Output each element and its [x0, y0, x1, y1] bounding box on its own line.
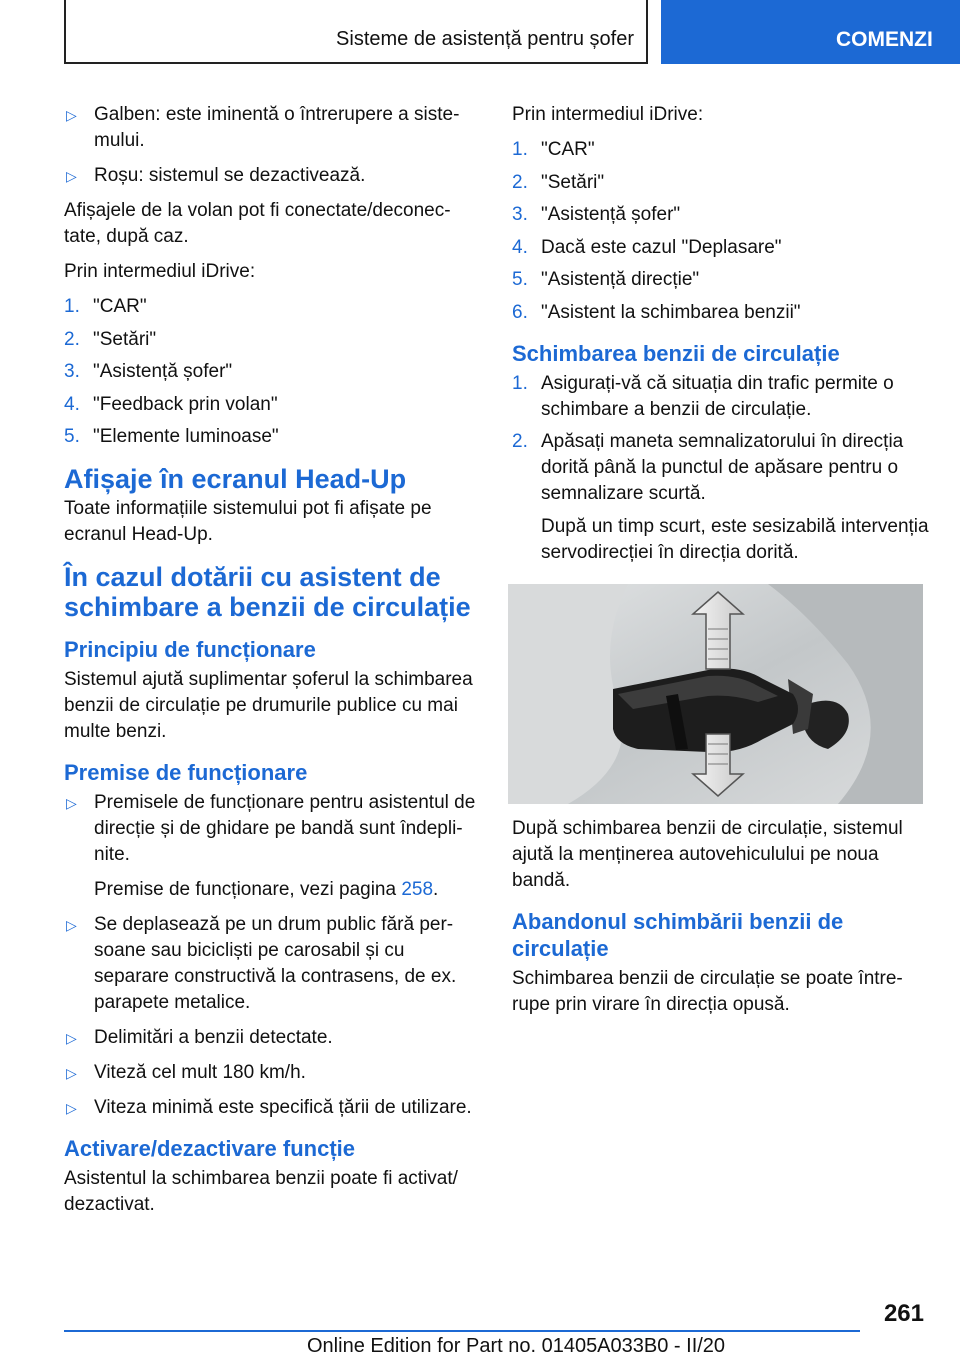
triangle-right-icon: ▷	[66, 917, 77, 933]
step-text: "Setări"	[541, 171, 605, 193]
bullet-text: Premisele de funcționare pentru asistentul de direcție și de ghidare pe bandă sunt îndepli‐nite.	[94, 792, 476, 865]
footer-edition: Online Edition for Part no. 01405A033B0 - II/20	[307, 1335, 726, 1357]
paragraph-idrive: Prin intermediul iDrive:	[64, 261, 256, 282]
step-item	[64, 294, 484, 320]
step-text: "Asistență șofer"	[541, 204, 681, 225]
heading-lane-change: Schimbarea benzii de circulație	[512, 340, 840, 366]
paragraph-after-press: După un timp scurt, este sesizabilă intervenția servodirecției în direcția dorită.	[541, 515, 929, 563]
section-title: Sisteme de asistență pentru șofer	[336, 28, 634, 50]
heading-principle: Principiu de funcționare	[64, 637, 316, 662]
step-text: "CAR"	[541, 139, 595, 160]
step-item	[64, 359, 484, 385]
step-item	[512, 235, 932, 261]
list-item	[64, 1095, 484, 1121]
list-item	[64, 102, 484, 154]
paragraph-after-change: După schimbarea benzii de circulație, sistemul ajută la menținerea autovehiculului pe noua bandă.	[512, 817, 903, 891]
step-number: 1.	[512, 372, 528, 394]
paragraph-idrive: Prin intermediul iDrive:	[512, 104, 704, 125]
step-text: Dacă este cazul "Deplasare"	[541, 236, 782, 258]
triangle-right-icon: ▷	[66, 1100, 77, 1116]
step-number: 5.	[512, 269, 528, 290]
list-item	[64, 790, 484, 903]
paragraph-abandon: Schimbarea benzii de circulație se poate între‐rupe prin virare în direcția opusă.	[512, 967, 903, 1015]
turn-signal-stalk-illustration	[508, 584, 923, 804]
bullet-text: Delimitări a benzii detectate.	[94, 1027, 333, 1048]
step-text: "Asistență șofer"	[93, 361, 233, 382]
header-frame	[64, 0, 648, 64]
footer-divider	[64, 1330, 860, 1332]
triangle-right-icon: ▷	[66, 1030, 77, 1046]
step-number: 5.	[64, 426, 80, 447]
page-link[interactable]: 258	[401, 879, 434, 900]
heading-headup: Afișaje în ecranul Head-Up	[64, 464, 407, 494]
triangle-right-icon: ▷	[66, 168, 77, 184]
paragraph-principle: Sistemul ajută suplimentar șoferul la schimbarea benzii de circulație pe drumurile publice cu mai multe benzi.	[64, 669, 473, 742]
bullet-text: Viteză cel mult 180 km/h.	[94, 1062, 306, 1083]
step-text: "Asistență direcție"	[541, 269, 700, 290]
step-text: Apăsați maneta semnalizatorului în direcția dorită până la punctul de apăsare pentru o semnalizare scurtă.	[541, 431, 904, 504]
step-text: "Feedback prin volan"	[93, 393, 278, 415]
step-number: 6.	[512, 301, 528, 323]
step-text: Asigurați-vă că situația din trafic permite o schimbare a benzii de circulație.	[541, 372, 894, 420]
step-item	[64, 424, 484, 450]
paragraph-displays: Afișajele de la volan pot fi conectate/deconec‐tate, după caz.	[64, 200, 451, 247]
triangle-right-icon: ▷	[66, 795, 77, 811]
list-item	[64, 1025, 484, 1051]
step-text: "Asistent la schimbarea benzii"	[541, 301, 801, 323]
heading-activation: Activare/dezactivare funcție	[64, 1136, 356, 1161]
step-number: 2.	[64, 328, 80, 350]
heading-lane-assist: În cazul dotării cu asistent de schimbare a benzii de circulație	[64, 562, 471, 622]
step-number: 2.	[512, 431, 528, 452]
section-tab[interactable]: COMENZI	[661, 0, 960, 64]
bullet-text: Viteza minimă este specifică țării de utilizare.	[94, 1097, 472, 1118]
cross-reference: Premise de funcționare, vezi pagina 258.	[94, 879, 439, 900]
step-item	[512, 267, 932, 293]
step-item	[512, 202, 932, 228]
list-item	[64, 912, 484, 1016]
heading-premises: Premise de funcționare	[64, 760, 308, 785]
step-number: 1.	[512, 139, 528, 160]
step-text: "CAR"	[93, 296, 147, 317]
right-column	[512, 102, 932, 1027]
step-number: 1.	[64, 296, 80, 317]
bullet-text: Galben: este iminentă o întrerupere a siste‐mului.	[94, 104, 460, 151]
step-number: 3.	[512, 204, 528, 225]
heading-abandon: Abandonul schimbării benzii de circulație	[512, 908, 844, 961]
step-item	[512, 137, 932, 163]
bullet-text: Se deplasează pe un drum public fără per‐soane sau bicicliști pe carosabil și cu separare constructivă la contrasens, de ex. parapete metalice.	[94, 914, 457, 1013]
step-number: 3.	[64, 361, 80, 382]
triangle-right-icon: ▷	[66, 1065, 77, 1081]
page-number: 261	[883, 1300, 924, 1327]
step-item	[512, 429, 932, 507]
paragraph-headup: Toate informațiile sistemului pot fi afișate pe ecranul Head-Up.	[64, 498, 432, 545]
step-item	[64, 392, 484, 418]
step-item	[512, 300, 932, 326]
bullet-text: Roșu: sistemul se dezactivează.	[94, 165, 366, 186]
step-number: 2.	[512, 171, 528, 193]
stalk-illustration-svg	[508, 584, 923, 804]
list-item	[64, 1060, 484, 1086]
left-column	[64, 102, 484, 1227]
list-item	[64, 163, 484, 189]
step-text: "Setări"	[93, 328, 157, 350]
step-item	[512, 170, 932, 196]
step-number: 4.	[64, 393, 80, 415]
step-item	[512, 371, 932, 423]
triangle-right-icon: ▷	[66, 107, 77, 123]
step-number: 4.	[512, 236, 528, 258]
step-item	[64, 327, 484, 353]
paragraph-activation: Asistentul la schimbarea benzii poate fi activat/ dezactivat.	[64, 1168, 458, 1215]
step-text: "Elemente luminoase"	[93, 426, 279, 447]
